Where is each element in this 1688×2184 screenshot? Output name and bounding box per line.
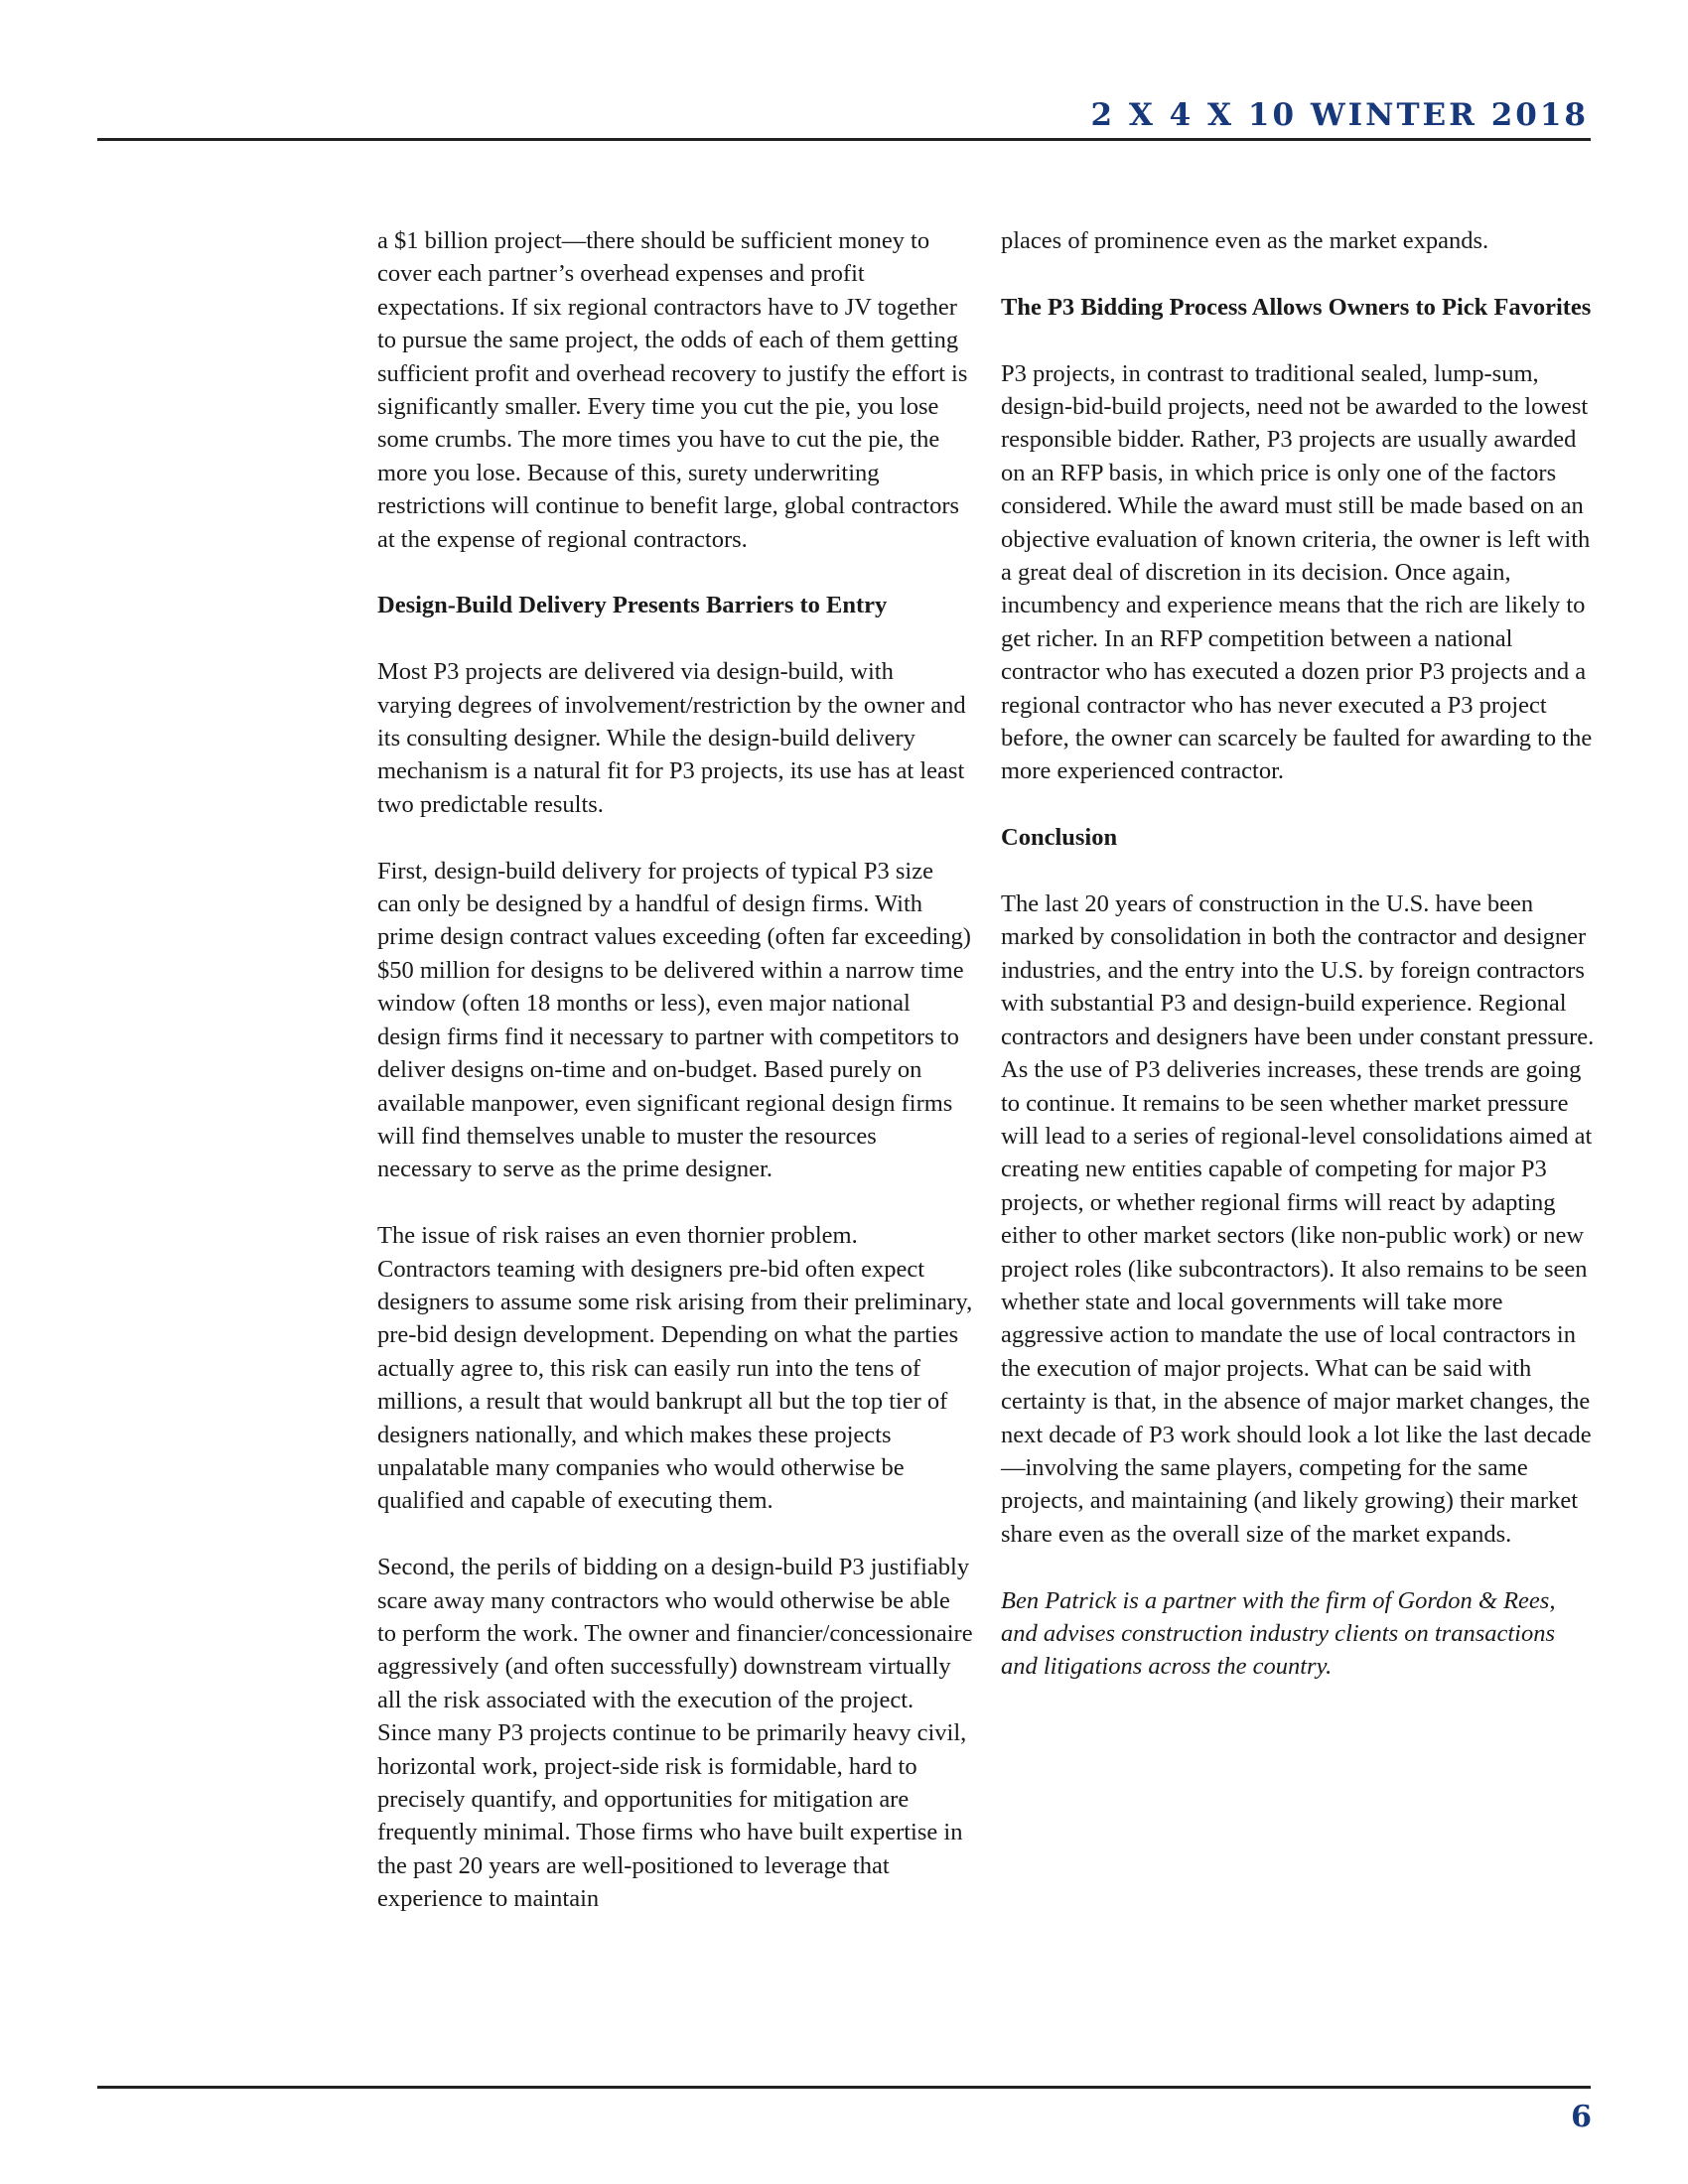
paragraph: a $1 billion project—there should be sufficient money to cover each partner’s overhead expenses and profit expectations. If six regional contractors have to JV together to pursue the same project, the odds of each of them getting sufficient profit and overhead recovery to justify the effort is significantly smaller. Every time you cut the pie, you lose some crumbs. The more times you have to cut the pie, the more you lose. Because of this, surety underwriting restrictions will continue to benefit large, global contractors at the expense of regional contractors. xyxy=(377,227,968,553)
paragraph: First, design-build delivery for projects of typical P3 size can only be designed by a handful of design firms. With prime design contract values exceeding (often far exceeding) $50 million for designs to be delivered within a narrow time window (often 18 months or less), even major national design firms find it necessary to partner with competitors to deliver designs on-time and on-budget. Based purely on available manpower, even significant regional design firms will find themselves unable to muster the resources necessary to serve as the prime designer. xyxy=(377,857,971,1183)
header-rule xyxy=(97,138,1591,141)
section-heading: The P3 Bidding Process Allows Owners to Pick Favorites xyxy=(1001,293,1592,321)
author-byline: Ben Patrick is a partner with the firm of Gordon & Rees, and advises construction industry clients on transactions and litigations across the country. xyxy=(1001,1586,1556,1681)
page-number: 6 xyxy=(1571,2100,1592,2134)
paragraph: Most P3 projects are delivered via design-build, with varying degrees of involvement/restriction by the owner and its consulting designer. While the design-build delivery mechanism is a natural fit for P3 projects, its use has at least two predictable results. xyxy=(377,658,966,818)
section-heading: Conclusion xyxy=(1001,824,1118,852)
paragraph: The issue of risk raises an even thornier problem. Contractors teaming with designers pre-bid often expect designers to assume some risk arising from their preliminary, pre-bid design development. Depending on what the parties actually agree to, this risk can easily run into the tens of millions, a result that would bankrupt all but the top tier of designers nationally, and which makes these projects unpalatable many companies who would otherwise be qualified and capable of executing them. xyxy=(377,1222,973,1515)
section-heading: Design-Build Delivery Presents Barriers to Entry xyxy=(377,592,888,619)
right-column xyxy=(1001,224,1597,1684)
paragraph: The last 20 years of construction in the U.S. have been marked by consolidation in both the contractor and designer industries, and the entry into the U.S. by foreign contractors with substantial P3 and design-build experience. Regional contractors and designers have been under constant pressure. As the use of P3 deliveries increases, these trends are going to continue. It remains to be seen whether market pressure will lead to a series of regional-level consolidations aimed at creating new entities capable of competing for major P3 projects, or whether regional firms will react by adapting either to other market sectors (like non-public work) or new project roles (like subcontractors). It also remains to be seen whether state and local governments will take more aggressive action to mandate the use of local contractors in the execution of major projects. What can be said with certainty is that, in the absence of major market changes, the next decade of P3 work should look a lot like the last decade—involving the same players, competing for the same projects, and maintaining (and likely growing) their market share even as the overall size of the market expands. xyxy=(1001,890,1595,1548)
paragraph: Second, the perils of bidding on a design-build P3 justifiably scare away many contractors who would otherwise be able to perform the work. The owner and financier/concessionaire aggressively (and often successfully) downstream virtually all the risk associated with the execution of the project. Since many P3 projects continue to be primarily heavy civil, horizontal work, project-side risk is formidable, hard to precisely quantify, and opportunities for mitigation are frequently minimal. Those firms who have built expertise in the past 20 years are well-positioned to leverage that experience to maintain xyxy=(377,1554,973,1913)
paragraph: P3 projects, in contrast to traditional sealed, lump-sum, design-bid-build projects, need not be awarded to the lowest responsible bidder. Rather, P3 projects are usually awarded on an RFP basis, in which price is only one of the factors considered. While the award must still be made based on an objective evaluation of known criteria, the owner is left with a great deal of discretion in its decision. Once again, incumbency and experience means that the rich are likely to get richer. In an RFP competition between a national contractor who has executed a dozen prior P3 projects and a regional contractor who has never executed a P3 project before, the owner can scarcely be faulted for awarding to the more experienced contractor. xyxy=(1001,359,1593,785)
footer-rule xyxy=(97,2086,1591,2089)
left-column xyxy=(377,224,973,1916)
paragraph: places of prominence even as the market expands. xyxy=(1001,227,1489,254)
masthead: 2 X 4 X 10 WINTER 2018 xyxy=(1090,97,1589,133)
